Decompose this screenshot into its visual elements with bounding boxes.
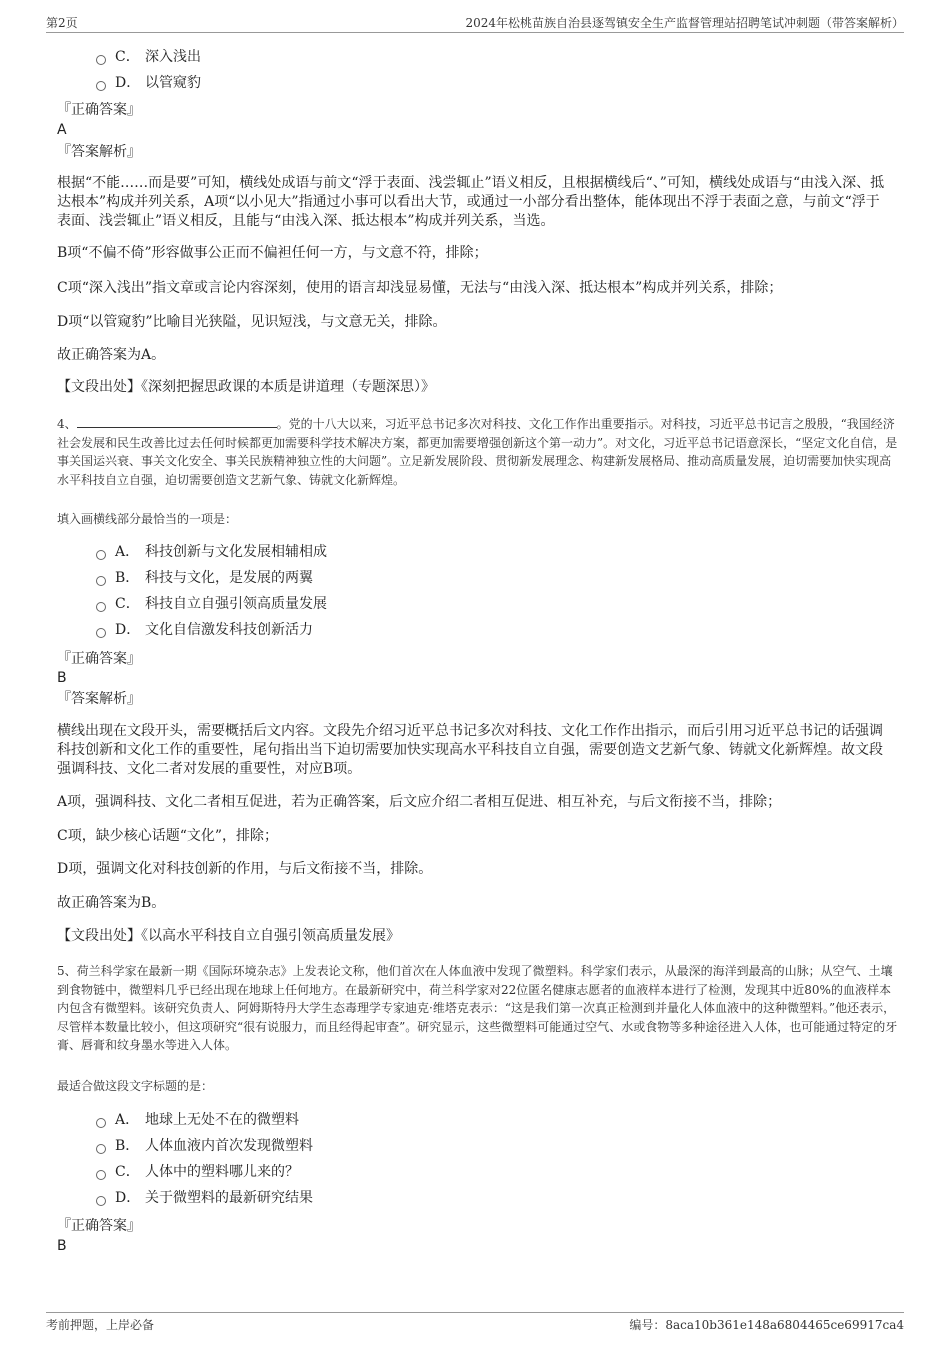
radio-icon[interactable]	[96, 1118, 106, 1128]
q5-stem: 5、荷兰科学家在最新一期《国际环境杂志》上发表论文称，他们首次在人体血液中发现了微塑料。科学家们表示，从最深的海洋到最高的山脉；从空气、土壤到食物链中，微塑料几乎已经出现在地球上任何地方。在最新研究中，荷兰科学家对22位匿名健康志愿者的血液样本进行了检测，发现其中近80%的血液样本内包含有微塑料。该研究负责人、阿姆斯特丹大学生态毒理学专家迪克·维塔克表示：“这是我们第一次真正检测到并量化人体血液中的这种微塑料。”他还表示，尽管样本数量比较小，但这项研究“很有说服力，而且经得起审查”。研究显示，这些微塑料可能通过空气、水或食物等多种途径进入人体，也可能通过特定的牙膏、唇膏和纹身墨水等进入人体。	[57, 964, 898, 1052]
q4-answer-label: 『正确答案』	[57, 651, 141, 667]
radio-icon[interactable]	[96, 1170, 106, 1180]
footer-slogan: 考前押题，上岸必备	[46, 1318, 155, 1332]
q4-analysis-p2: A项，强调科技、文化二者相互促进，若为正确答案，后文应介绍二者相互促进、相互补充，与后文衔接不当，排除；	[57, 794, 782, 810]
q5-prompt: 最适合做这段文字标题的是：	[57, 1079, 214, 1093]
q3-analysis-p3: C项“深入浅出”指文章或言论内容深刻，使用的语言却浅显易懂，无法与“由浅入深、抵达根本”构成并列关系，排除；	[57, 280, 783, 296]
page-header	[46, 14, 904, 33]
q5-option-b[interactable]: B． 人体血液内首次发现微塑料	[96, 1136, 313, 1156]
q3-analysis-p2: B项“不偏不倚”形容做事公正而不偏袒任何一方，与文意不符，排除；	[57, 245, 488, 261]
q4-analysis-p3: C项，缺少核心话题“文化”，排除；	[57, 828, 279, 844]
radio-icon[interactable]	[96, 1196, 106, 1206]
q4-analysis-p4: D项，强调文化对科技创新的作用，与后文衔接不当，排除。	[57, 861, 433, 877]
q3-analysis-p4: D项“以管窥豹”比喻目光狭隘，见识短浅，与文意无关，排除。	[57, 314, 447, 330]
q4-answer: B	[57, 670, 67, 686]
q3-answer: A	[57, 122, 67, 138]
q4-analysis-p5: 故正确答案为B。	[57, 895, 166, 911]
document-title: 2024年松桃苗族自治县逐驾镇安全生产监督管理站招聘笔试冲刺题（带答案解析）	[465, 16, 904, 30]
q5-option-d[interactable]: D． 关于微塑料的最新研究结果	[96, 1188, 313, 1208]
q5-answer-label: 『正确答案』	[57, 1218, 141, 1234]
q3-option-c[interactable]: C． 深入浅出	[96, 47, 201, 67]
q4-option-d[interactable]: D． 文化自信激发科技创新活力	[96, 620, 313, 640]
q4-source: 【文段出处】《以高水平科技自立自强引领高质量发展》	[57, 928, 400, 944]
q3-option-d[interactable]: D． 以管窥豹	[96, 73, 201, 93]
radio-icon[interactable]	[96, 550, 106, 560]
q3-source: 【文段出处】《深刻把握思政课的本质是讲道理（专题深思）》	[57, 379, 435, 395]
q4-analysis-label: 『答案解析』	[57, 691, 141, 707]
answer-blank	[77, 415, 277, 428]
q4-option-b[interactable]: B． 科技与文化，是发展的两翼	[96, 568, 313, 588]
radio-icon[interactable]	[96, 628, 106, 638]
q5-option-a[interactable]: A． 地球上无处不在的微塑料	[96, 1110, 299, 1130]
radio-icon[interactable]	[96, 602, 106, 612]
radio-icon[interactable]	[96, 55, 106, 65]
q5-option-c[interactable]: C． 人体中的塑料哪儿来的？	[96, 1162, 299, 1182]
q4-analysis-p1: 横线出现在文段开头，需要概括后文内容。文段先介绍习近平总书记多次对科技、文化工作作出指示，而后引用习近平总书记的话强调科技创新和文化工作的重要性，尾句指出当下迫切需要加快实现高水平科技自立自强，需要创造文艺新气象、铸就文化新辉煌。故文段强调科技、文化二者对发展的重要性，对应B项。	[57, 723, 883, 777]
document-id: 编号：8aca10b361e148a6804465ce69917ca4	[629, 1318, 904, 1332]
q3-analysis-label: 『答案解析』	[57, 144, 141, 160]
page-footer	[46, 1312, 904, 1332]
q4-prompt: 填入画横线部分最恰当的一项是：	[57, 512, 238, 526]
q5-answer: B	[57, 1238, 67, 1254]
radio-icon[interactable]	[96, 576, 106, 586]
q3-answer-label: 『正确答案』	[57, 102, 141, 118]
radio-icon[interactable]	[96, 1144, 106, 1154]
q4-option-a[interactable]: A． 科技创新与文化发展相辅相成	[96, 542, 327, 562]
radio-icon[interactable]	[96, 81, 106, 91]
q4-option-c[interactable]: C． 科技自立自强引领高质量发展	[96, 594, 327, 614]
page-number: 第2页	[46, 16, 78, 30]
q3-analysis-p1: 根据“不能……而是要”可知，横线处成语与前文“浮于表面、浅尝辄止”语义相反，且根据横线后“、”可知，横线处成语与“由浅入深、抵达根本”构成并列关系，A项“以小见大”指通过小事可以看出大节，或通过一小部分看出整体，能体现出不浮于表面之意，与前文“浮于表面、浅尝辄止”语义相反，且能与“由浅入深、抵达根本”构成并列关系，当选。	[57, 175, 885, 229]
q3-analysis-p5: 故正确答案为A。	[57, 347, 166, 363]
q4-stem: 4、 。党的十八大以来，习近平总书记多次对科技、文化工作作出重要指示。对科技，习近平总书记言之殷殷，“我国经济社会发展和民生改善比过去任何时候都更加需要科学技术解决方案，都更加需要增强创新这个第一动力”。对文化，习近平总书记语意深长，“坚定文化自信，是事关国运兴衰、事关文化安全、事关民族精神独立性的大问题”。立足新发展阶段、贯彻新发展理念、构建新发展格局、推动高质量发展，迫切需要加快实现高水平科技自立自强，迫切需要创造文艺新气象、铸就文化新辉煌。	[57, 417, 898, 487]
